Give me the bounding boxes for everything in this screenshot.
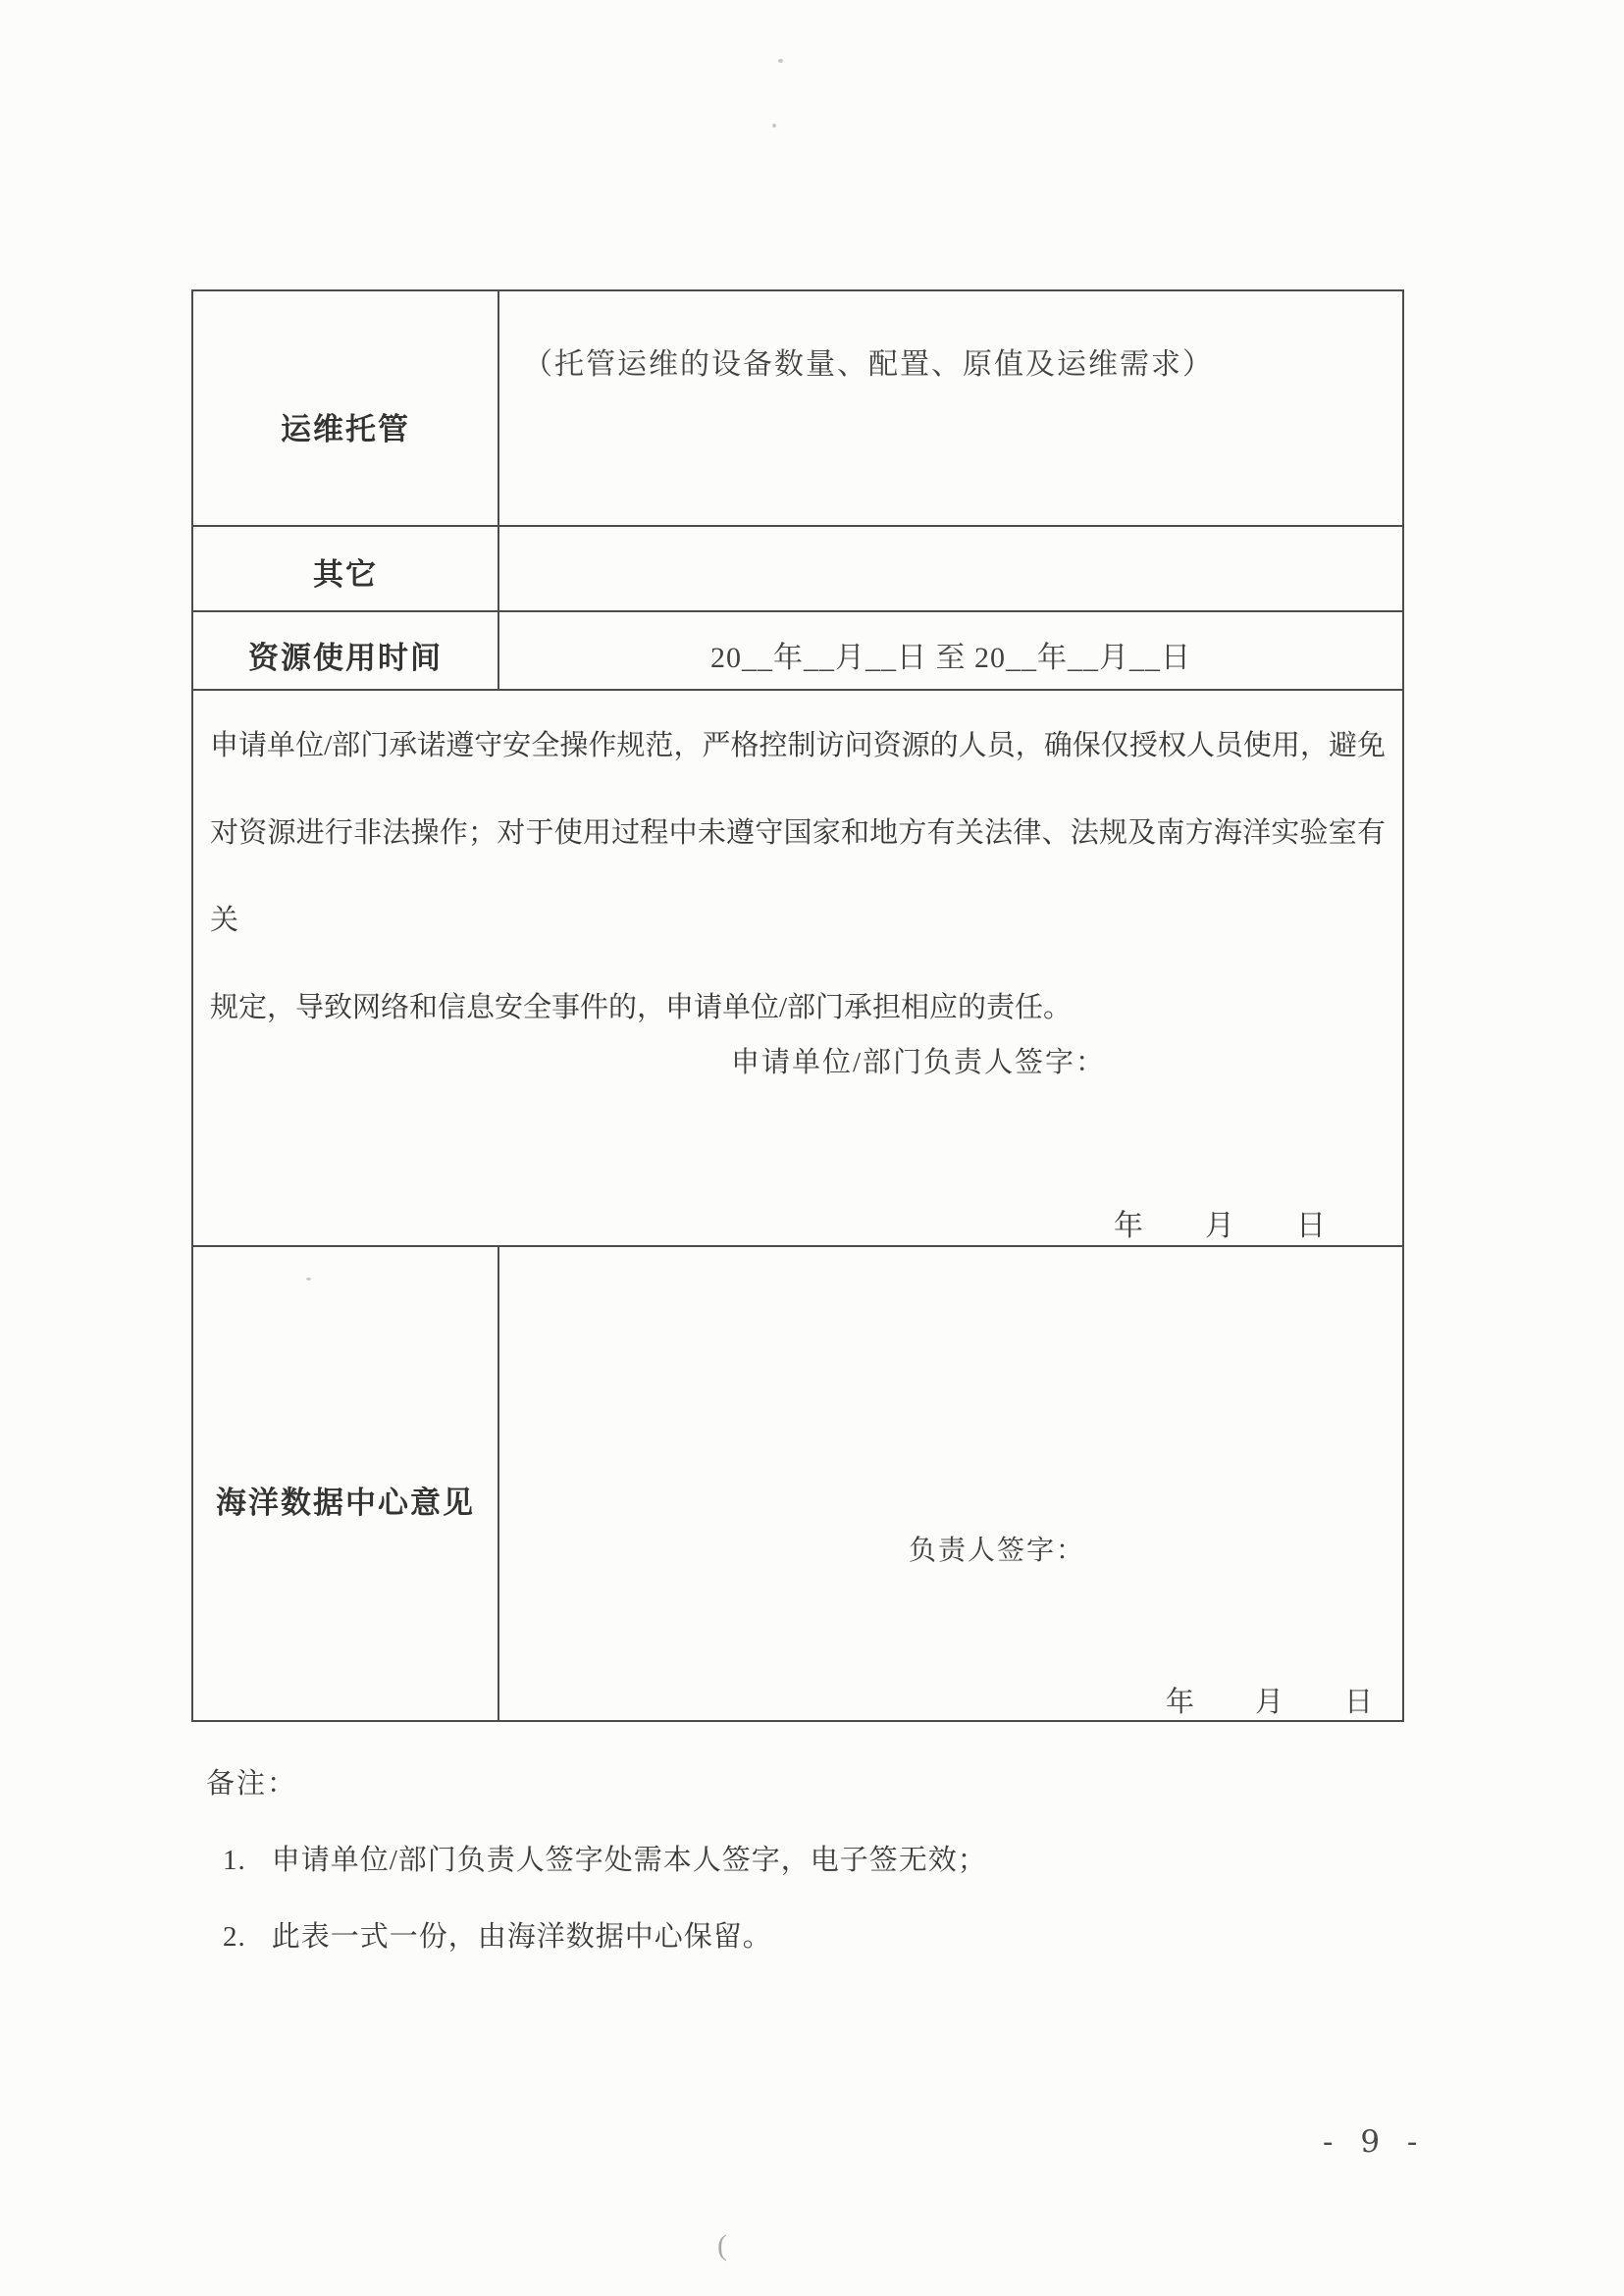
note-item-2 — [223, 1914, 772, 1955]
row-divider-3 — [191, 689, 1404, 691]
hosting-requirements-note: （托管运维的设备数量、配置、原值及运维需求） — [523, 348, 1214, 381]
year-placeholder: 年 — [1114, 1210, 1143, 1242]
year-placeholder: 年 — [1166, 1687, 1195, 1718]
page-number: - 9 - — [1323, 2124, 1427, 2160]
label-ocean-data-center-opinion: 海洋数据中心意见 — [216, 1486, 475, 1520]
row-divider-1 — [191, 525, 1404, 527]
commitment-line-3: 规定，导致网络和信息安全事件的，申请单位/部门承担相应的责任。 — [210, 992, 1073, 1023]
center-date-line — [1166, 1680, 1373, 1720]
scan-speck — [778, 59, 783, 63]
row-divider-2 — [191, 610, 1404, 612]
month-placeholder: 月 — [1205, 1210, 1234, 1242]
scan-speck — [772, 124, 776, 128]
commitment-line-2: 对资源进行非法操作；对于使用过程中未遵守国家和地方有关法律、法规及南方海洋实验室有关 — [210, 817, 1386, 936]
month-placeholder: 月 — [1255, 1687, 1284, 1718]
usage-period-value: 20__年__月__日 至 20__年__月__日 — [710, 642, 1191, 674]
scan-speck — [306, 1278, 311, 1280]
applicant-signature-label: 申请单位/部门负责人签字： — [731, 1047, 1107, 1078]
commitment-line-1: 申请单位/部门承诺遵守安全操作规范，严格控制访问资源的人员，确保仅授权人员使用，避免 — [210, 730, 1386, 761]
day-placeholder: 日 — [1296, 1210, 1326, 1242]
commitment-paragraph — [210, 703, 1386, 1052]
label-resource-usage-period: 资源使用时间 — [248, 641, 443, 675]
row-divider-4 — [191, 1245, 1404, 1247]
note-item-number: 2. — [223, 1921, 246, 1953]
director-signature-label: 负责人签字： — [909, 1536, 1086, 1566]
label-other: 其它 — [313, 557, 378, 592]
note-item-text: 申请单位/部门负责人签字处需本人签字，电子签无效； — [271, 1845, 987, 1876]
label-operations-hosting: 运维托管 — [281, 412, 410, 446]
column-divider-top — [498, 289, 499, 689]
note-item-number: 1. — [223, 1845, 246, 1876]
day-placeholder: 日 — [1344, 1687, 1374, 1718]
notes-title: 备注： — [206, 1768, 298, 1800]
applicant-date-line — [1114, 1201, 1326, 1244]
scan-artifact-paren: ( — [717, 2229, 727, 2262]
note-item-1 — [223, 1838, 987, 1878]
note-item-text: 此表一式一份，由海洋数据中心保留。 — [271, 1921, 772, 1953]
